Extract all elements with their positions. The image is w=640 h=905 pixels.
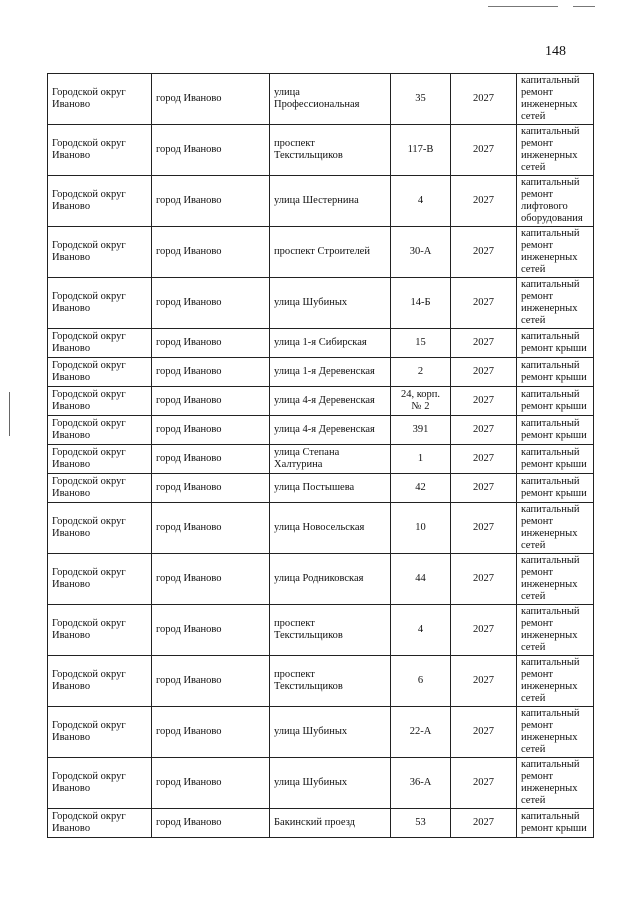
work-type-cell: капитальный ремонт крыши xyxy=(517,809,594,838)
work-type-cell: капитальный ремонт инженерных сетей xyxy=(517,227,594,278)
year-cell: 2027 xyxy=(451,358,517,387)
year-cell: 2027 xyxy=(451,809,517,838)
street-cell: улица 1-я Деревенская xyxy=(270,358,391,387)
street-cell: проспект Строителей xyxy=(270,227,391,278)
house-number-cell: 22-А xyxy=(391,707,451,758)
street-cell: проспект Текстильщиков xyxy=(270,125,391,176)
year-cell: 2027 xyxy=(451,74,517,125)
street-cell: улица Профессиональная xyxy=(270,74,391,125)
year-cell: 2027 xyxy=(451,758,517,809)
street-cell: улица Шубиных xyxy=(270,707,391,758)
okrug-cell: Городской округ Иваново xyxy=(48,329,152,358)
okrug-cell: Городской округ Иваново xyxy=(48,809,152,838)
okrug-cell: Городской округ Иваново xyxy=(48,74,152,125)
work-type-cell: капитальный ремонт инженерных сетей xyxy=(517,278,594,329)
city-cell: город Иваново xyxy=(152,227,270,278)
okrug-cell: Городской округ Иваново xyxy=(48,503,152,554)
house-number-cell: 30-А xyxy=(391,227,451,278)
work-type-cell: капитальный ремонт лифтового оборудования xyxy=(517,176,594,227)
house-number-cell: 6 xyxy=(391,656,451,707)
table-row xyxy=(48,758,594,809)
city-cell: город Иваново xyxy=(152,554,270,605)
table-row xyxy=(48,503,594,554)
street-cell: улица Шубиных xyxy=(270,278,391,329)
year-cell: 2027 xyxy=(451,329,517,358)
house-number-cell: 42 xyxy=(391,474,451,503)
street-cell: проспект Текстильщиков xyxy=(270,656,391,707)
year-cell: 2027 xyxy=(451,707,517,758)
okrug-cell: Городской округ Иваново xyxy=(48,358,152,387)
work-type-cell: капитальный ремонт крыши xyxy=(517,416,594,445)
okrug-cell: Городской округ Иваново xyxy=(48,445,152,474)
city-cell: город Иваново xyxy=(152,176,270,227)
year-cell: 2027 xyxy=(451,503,517,554)
page-number: 148 xyxy=(545,44,566,59)
city-cell: город Иваново xyxy=(152,445,270,474)
house-number-cell: 24, корп. № 2 xyxy=(391,387,451,416)
work-type-cell: капитальный ремонт инженерных сетей xyxy=(517,503,594,554)
okrug-cell: Городской округ Иваново xyxy=(48,707,152,758)
top-rule-right xyxy=(573,6,595,7)
house-number-cell: 10 xyxy=(391,503,451,554)
year-cell: 2027 xyxy=(451,474,517,503)
year-cell: 2027 xyxy=(451,176,517,227)
street-cell: улица 4-я Деревенская xyxy=(270,387,391,416)
work-type-cell: капитальный ремонт инженерных сетей xyxy=(517,707,594,758)
house-number-cell: 15 xyxy=(391,329,451,358)
street-cell: улица Степана Халтурина xyxy=(270,445,391,474)
street-cell: улица 4-я Деревенская xyxy=(270,416,391,445)
house-number-cell: 44 xyxy=(391,554,451,605)
city-cell: город Иваново xyxy=(152,707,270,758)
city-cell: город Иваново xyxy=(152,329,270,358)
okrug-cell: Городской округ Иваново xyxy=(48,278,152,329)
table-row xyxy=(48,387,594,416)
table-body xyxy=(48,74,594,838)
okrug-cell: Городской округ Иваново xyxy=(48,474,152,503)
city-cell: город Иваново xyxy=(152,503,270,554)
city-cell: город Иваново xyxy=(152,474,270,503)
house-number-cell: 1 xyxy=(391,445,451,474)
city-cell: город Иваново xyxy=(152,416,270,445)
table-row xyxy=(48,656,594,707)
table-row xyxy=(48,416,594,445)
table-row xyxy=(48,358,594,387)
house-number-cell: 4 xyxy=(391,605,451,656)
year-cell: 2027 xyxy=(451,227,517,278)
city-cell: город Иваново xyxy=(152,278,270,329)
repair-schedule-table xyxy=(47,73,594,838)
year-cell: 2027 xyxy=(451,416,517,445)
year-cell: 2027 xyxy=(451,554,517,605)
okrug-cell: Городской округ Иваново xyxy=(48,387,152,416)
year-cell: 2027 xyxy=(451,656,517,707)
house-number-cell: 14-Б xyxy=(391,278,451,329)
city-cell: город Иваново xyxy=(152,605,270,656)
house-number-cell: 4 xyxy=(391,176,451,227)
table-row xyxy=(48,809,594,838)
okrug-cell: Городской округ Иваново xyxy=(48,605,152,656)
work-type-cell: капитальный ремонт инженерных сетей xyxy=(517,656,594,707)
work-type-cell: капитальный ремонт крыши xyxy=(517,329,594,358)
work-type-cell: капитальный ремонт инженерных сетей xyxy=(517,74,594,125)
house-number-cell: 53 xyxy=(391,809,451,838)
work-type-cell: капитальный ремонт инженерных сетей xyxy=(517,125,594,176)
year-cell: 2027 xyxy=(451,125,517,176)
okrug-cell: Городской округ Иваново xyxy=(48,554,152,605)
okrug-cell: Городской округ Иваново xyxy=(48,758,152,809)
city-cell: город Иваново xyxy=(152,656,270,707)
work-type-cell: капитальный ремонт крыши xyxy=(517,445,594,474)
city-cell: город Иваново xyxy=(152,758,270,809)
year-cell: 2027 xyxy=(451,278,517,329)
street-cell: Бакинский проезд xyxy=(270,809,391,838)
house-number-cell: 117-В xyxy=(391,125,451,176)
work-type-cell: капитальный ремонт инженерных сетей xyxy=(517,758,594,809)
top-rule-left xyxy=(488,6,558,7)
table-row xyxy=(48,445,594,474)
table-row xyxy=(48,554,594,605)
year-cell: 2027 xyxy=(451,605,517,656)
street-cell: улица Постышева xyxy=(270,474,391,503)
house-number-cell: 391 xyxy=(391,416,451,445)
table-row xyxy=(48,74,594,125)
year-cell: 2027 xyxy=(451,445,517,474)
okrug-cell: Городской округ Иваново xyxy=(48,227,152,278)
year-cell: 2027 xyxy=(451,387,517,416)
city-cell: город Иваново xyxy=(152,125,270,176)
work-type-cell: капитальный ремонт крыши xyxy=(517,474,594,503)
table-row xyxy=(48,278,594,329)
table-row xyxy=(48,329,594,358)
okrug-cell: Городской округ Иваново xyxy=(48,176,152,227)
work-type-cell: капитальный ремонт крыши xyxy=(517,387,594,416)
street-cell: улица Шестернина xyxy=(270,176,391,227)
work-type-cell: капитальный ремонт инженерных сетей xyxy=(517,605,594,656)
house-number-cell: 35 xyxy=(391,74,451,125)
table-row xyxy=(48,227,594,278)
street-cell: улица Новосельская xyxy=(270,503,391,554)
street-cell: проспект Текстильщиков xyxy=(270,605,391,656)
city-cell: город Иваново xyxy=(152,809,270,838)
city-cell: город Иваново xyxy=(152,74,270,125)
table-row xyxy=(48,707,594,758)
table-row xyxy=(48,605,594,656)
table-row xyxy=(48,474,594,503)
work-type-cell: капитальный ремонт крыши xyxy=(517,358,594,387)
work-type-cell: капитальный ремонт инженерных сетей xyxy=(517,554,594,605)
okrug-cell: Городской округ Иваново xyxy=(48,656,152,707)
table-row xyxy=(48,125,594,176)
street-cell: улица Родниковская xyxy=(270,554,391,605)
city-cell: город Иваново xyxy=(152,358,270,387)
okrug-cell: Городской округ Иваново xyxy=(48,416,152,445)
house-number-cell: 36-А xyxy=(391,758,451,809)
house-number-cell: 2 xyxy=(391,358,451,387)
street-cell: улица 1-я Сибирская xyxy=(270,329,391,358)
okrug-cell: Городской округ Иваново xyxy=(48,125,152,176)
city-cell: город Иваново xyxy=(152,387,270,416)
table-row xyxy=(48,176,594,227)
street-cell: улица Шубиных xyxy=(270,758,391,809)
margin-mark xyxy=(9,392,10,436)
